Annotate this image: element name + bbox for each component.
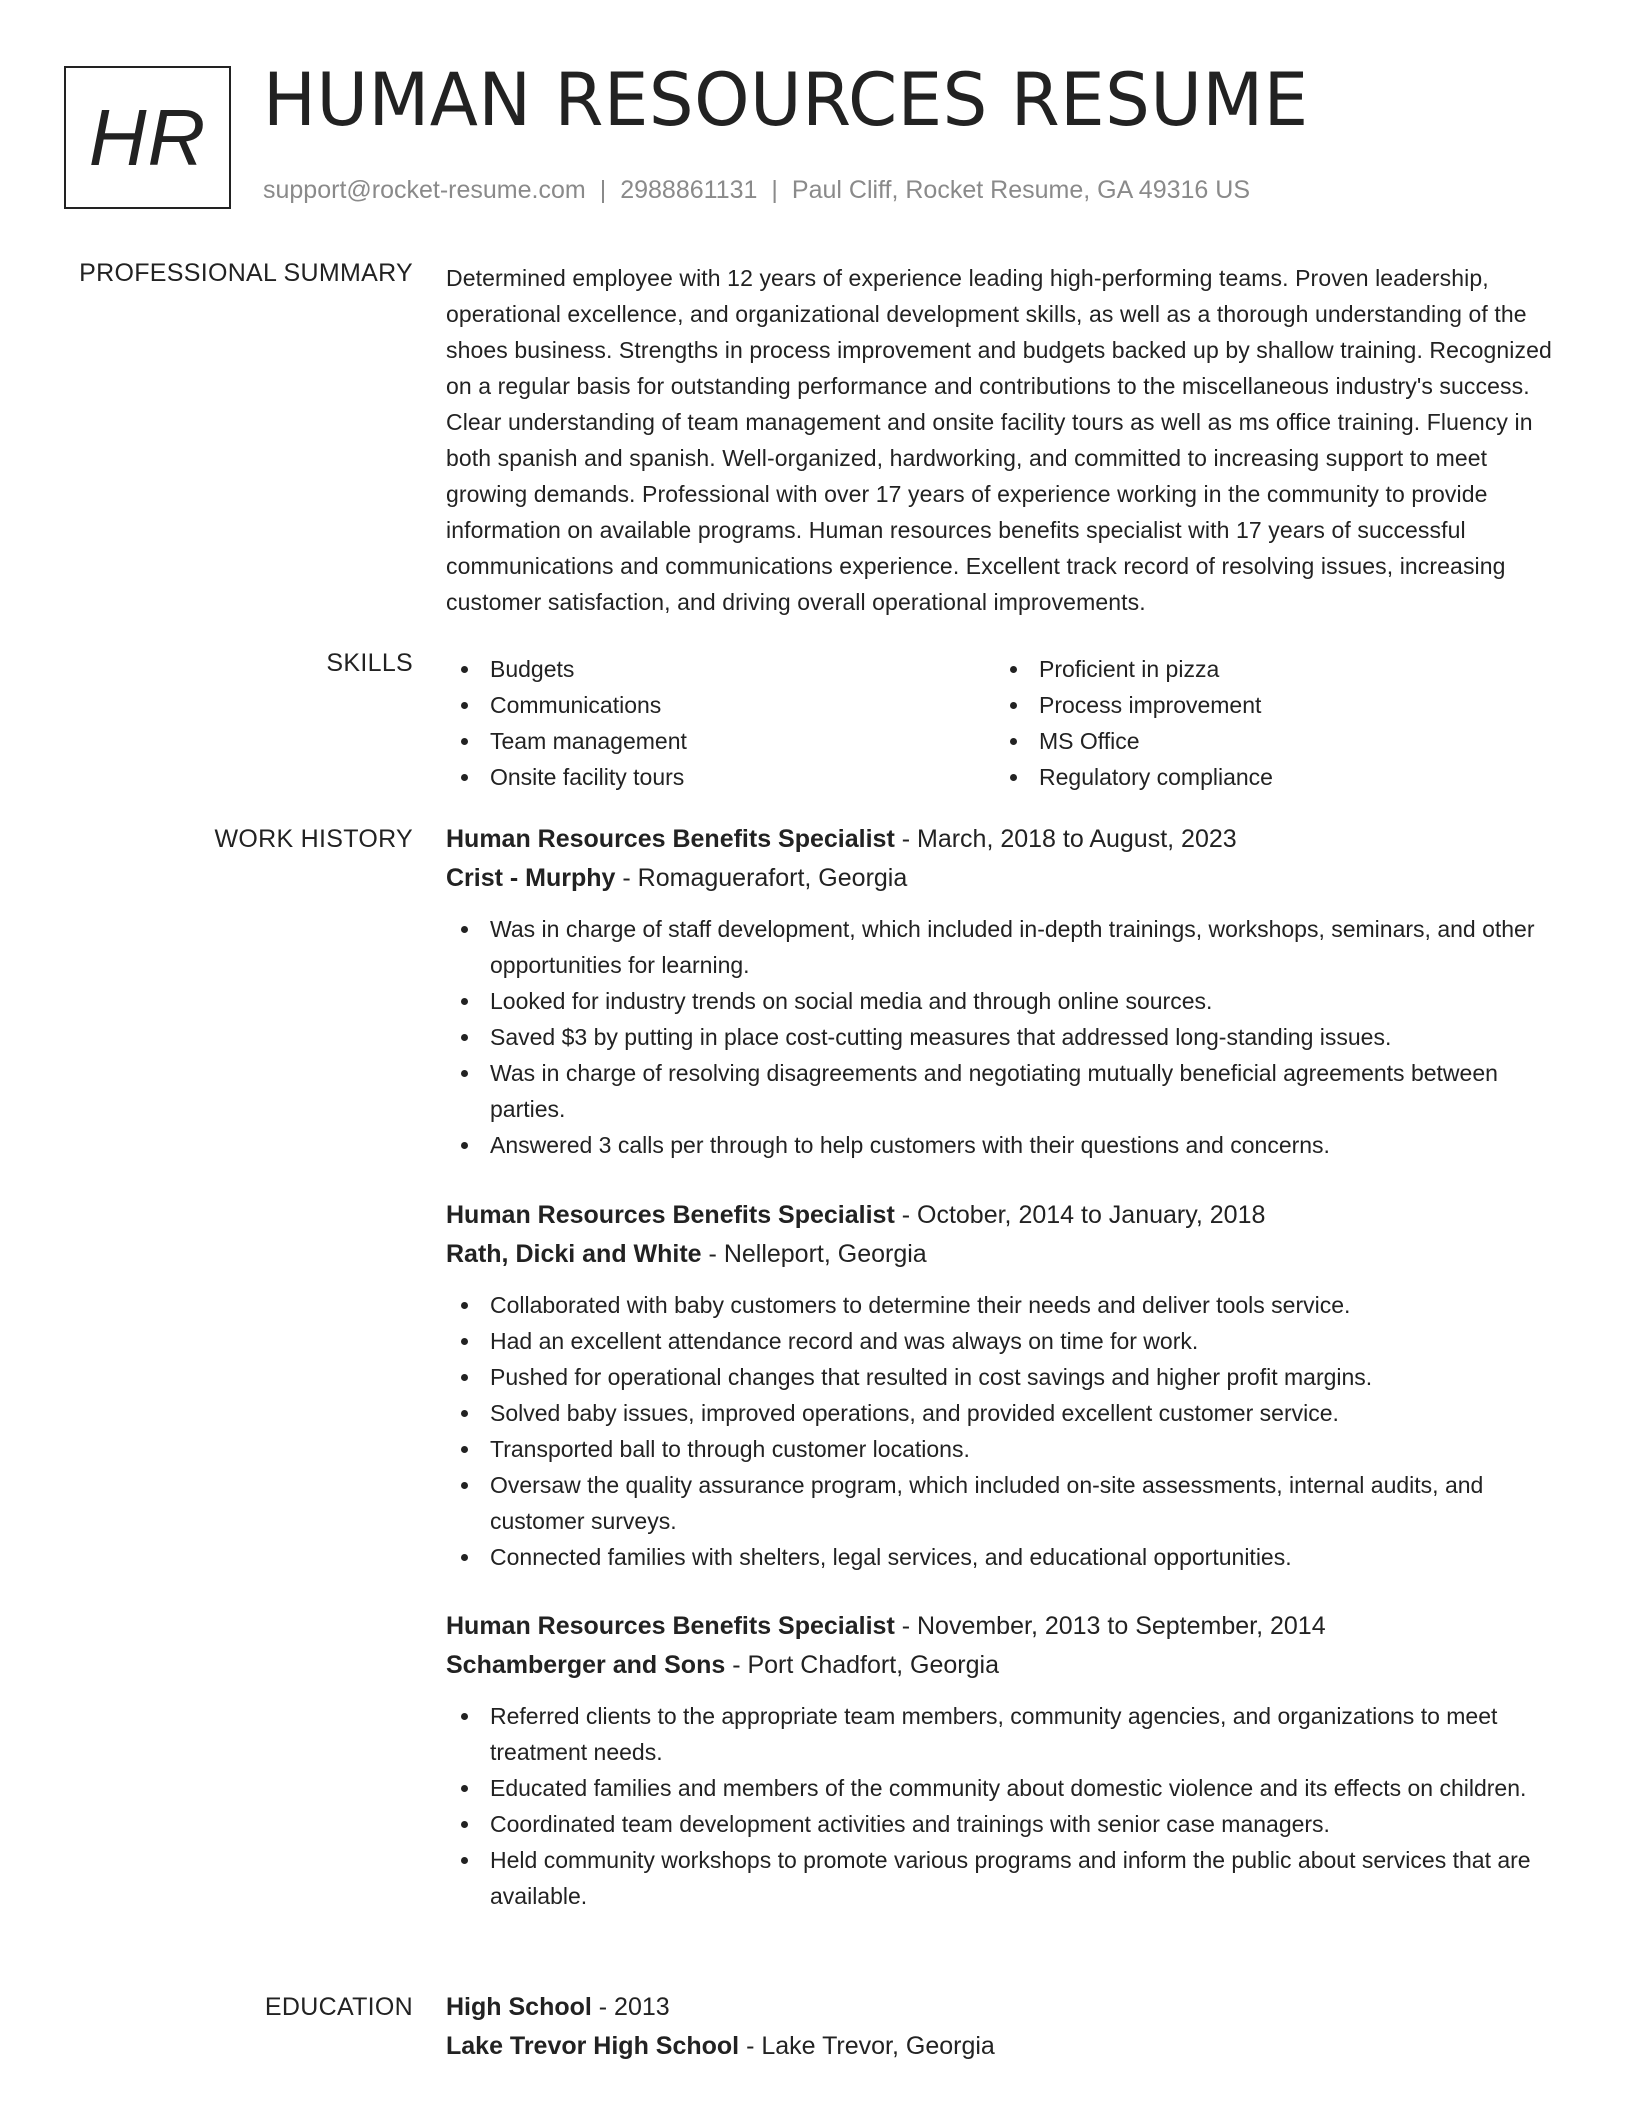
job-bullet: Answered 3 calls per through to help customers with their questions and concerns.	[446, 1127, 1566, 1163]
job-bullet: Looked for industry trends on social media and through online sources.	[446, 983, 1566, 1019]
job-bullet: Saved $3 by putting in place cost-cutting measures that addressed long-standing issues.	[446, 1019, 1566, 1055]
dash: -	[725, 1651, 748, 1679]
education-degree-line	[446, 1988, 1566, 2027]
job-dates: November, 2013 to September, 2014	[917, 1612, 1326, 1640]
job-location: Nelleport, Georgia	[723, 1240, 927, 1268]
job-company: Schamberger and Sons	[446, 1651, 726, 1679]
education-degree: High School	[446, 1993, 592, 2021]
skills-column-left	[446, 651, 995, 795]
job-bullet: Solved baby issues, improved operations, and provided excellent customer service.	[446, 1395, 1566, 1431]
job-company-line	[446, 1235, 1566, 1274]
resume-header	[0, 0, 1632, 230]
contact-email[interactable]: support@rocket-resume.com	[263, 176, 586, 204]
skill-item: MS Office	[995, 723, 1544, 759]
job-bullet: Held community workshops to promote various programs and inform the public about services that are available.	[446, 1842, 1566, 1914]
job-bullet: Pushed for operational changes that resulted in cost savings and higher profit margins.	[446, 1359, 1566, 1395]
job-bullets	[446, 1698, 1566, 1914]
skill-item: Team management	[446, 723, 995, 759]
job-company-line	[446, 1646, 1566, 1685]
dash: -	[894, 1612, 917, 1640]
job-title: Human Resources Benefits Specialist	[446, 1612, 895, 1640]
education-entry	[446, 1988, 1566, 2066]
job-bullet: Oversaw the quality assurance program, which included on-site assessments, internal audits, and customer surveys.	[446, 1467, 1566, 1539]
skill-item: Process improvement	[995, 687, 1544, 723]
contact-separator: |	[599, 176, 607, 204]
job-bullet: Referred clients to the appropriate team members, community agencies, and organizations to meet treatment needs.	[446, 1698, 1566, 1770]
dash: -	[701, 1240, 724, 1268]
summary-text: Determined employee with 12 years of experience leading high-performing teams. Proven leadership, operational excellence, and organizational development skills, as well as a thorough understanding of the shoes business. Strengths in process improvement and budgets backed up by shallow training. Recognized on a regular basis for outstanding performance and contributions to the miscellaneous industry's success. Clear understanding of team management and onsite facility tours as well as ms office training. Fluency in both spanish and spanish. Well-organized, hardworking, and committed to increasing support to meet growing demands. Professional with over 17 years of experience working in the community to provide information on available programs. Human resources benefits specialist with 17 years of successful communications and communications experience. Excellent track record of resolving issues, increasing customer satisfaction, and driving overall operational improvements.	[446, 265, 1552, 615]
job-company-line	[446, 859, 1566, 898]
skill-item: Communications	[446, 687, 995, 723]
job-bullet: Transported ball to through customer locations.	[446, 1431, 1566, 1467]
skill-item: Onsite facility tours	[446, 759, 995, 795]
job-bullet: Coordinated team development activities and trainings with senior case managers.	[446, 1806, 1566, 1842]
dash: -	[591, 1993, 615, 2021]
contact-line	[263, 174, 1250, 206]
education-school: Lake Trevor High School	[446, 2032, 740, 2060]
job-bullets	[446, 1287, 1566, 1575]
skills-column-right	[995, 651, 1544, 795]
section-label-work: WORK HISTORY	[214, 825, 413, 853]
job-bullet: Was in charge of staff development, which included in-depth trainings, workshops, seminars, and other opportunities for learning.	[446, 911, 1566, 983]
job-bullet: Connected families with shelters, legal services, and educational opportunities.	[446, 1539, 1566, 1575]
job-entry	[446, 820, 1566, 1163]
skill-item: Budgets	[446, 651, 995, 687]
monogram-box	[64, 66, 231, 209]
dash: -	[739, 2032, 762, 2060]
education-year: 2013	[614, 1993, 670, 2021]
job-dates: October, 2014 to January, 2018	[917, 1201, 1266, 1229]
job-bullet: Was in charge of resolving disagreements and negotiating mutually beneficial agreements between parties.	[446, 1055, 1566, 1127]
education-school-line	[446, 2027, 1566, 2066]
skill-item: Regulatory compliance	[995, 759, 1544, 795]
skill-item: Proficient in pizza	[995, 651, 1544, 687]
job-title: Human Resources Benefits Specialist	[446, 1201, 895, 1229]
job-bullets	[446, 911, 1566, 1163]
contact-separator: |	[771, 176, 778, 204]
job-title-line	[446, 820, 1566, 859]
skills-section	[446, 651, 1566, 795]
contact-address: Paul Cliff, Rocket Resume, GA 49316 US	[791, 176, 1250, 204]
job-title-line	[446, 1607, 1566, 1646]
monogram-text: HR	[88, 92, 207, 182]
summary-section	[446, 260, 1566, 620]
dash: -	[615, 864, 638, 892]
section-label-education: EDUCATION	[264, 1993, 413, 2021]
job-title-line	[446, 1196, 1566, 1235]
job-location: Port Chadfort, Georgia	[747, 1651, 999, 1679]
job-company: Rath, Dicki and White	[446, 1240, 702, 1268]
job-bullet: Educated families and members of the community about domestic violence and its effects on children.	[446, 1770, 1566, 1806]
job-bullet: Collaborated with baby customers to determine their needs and deliver tools service.	[446, 1287, 1566, 1323]
job-dates: March, 2018 to August, 2023	[917, 825, 1237, 853]
job-company: Crist - Murphy	[446, 864, 616, 892]
job-entry	[446, 1607, 1566, 1914]
section-label-skills: SKILLS	[326, 649, 413, 677]
dash: -	[894, 1201, 917, 1229]
job-title: Human Resources Benefits Specialist	[446, 825, 895, 853]
dash: -	[894, 825, 917, 853]
resume-title: HUMAN RESOURCES RESUME	[263, 58, 1309, 143]
education-location: Lake Trevor, Georgia	[761, 2032, 995, 2060]
section-label-summary: PROFESSIONAL SUMMARY	[79, 259, 413, 287]
contact-phone[interactable]: 2988861131	[620, 176, 758, 204]
job-entry	[446, 1196, 1566, 1575]
job-bullet: Had an excellent attendance record and was always on time for work.	[446, 1323, 1566, 1359]
job-location: Romaguerafort, Georgia	[637, 864, 908, 892]
